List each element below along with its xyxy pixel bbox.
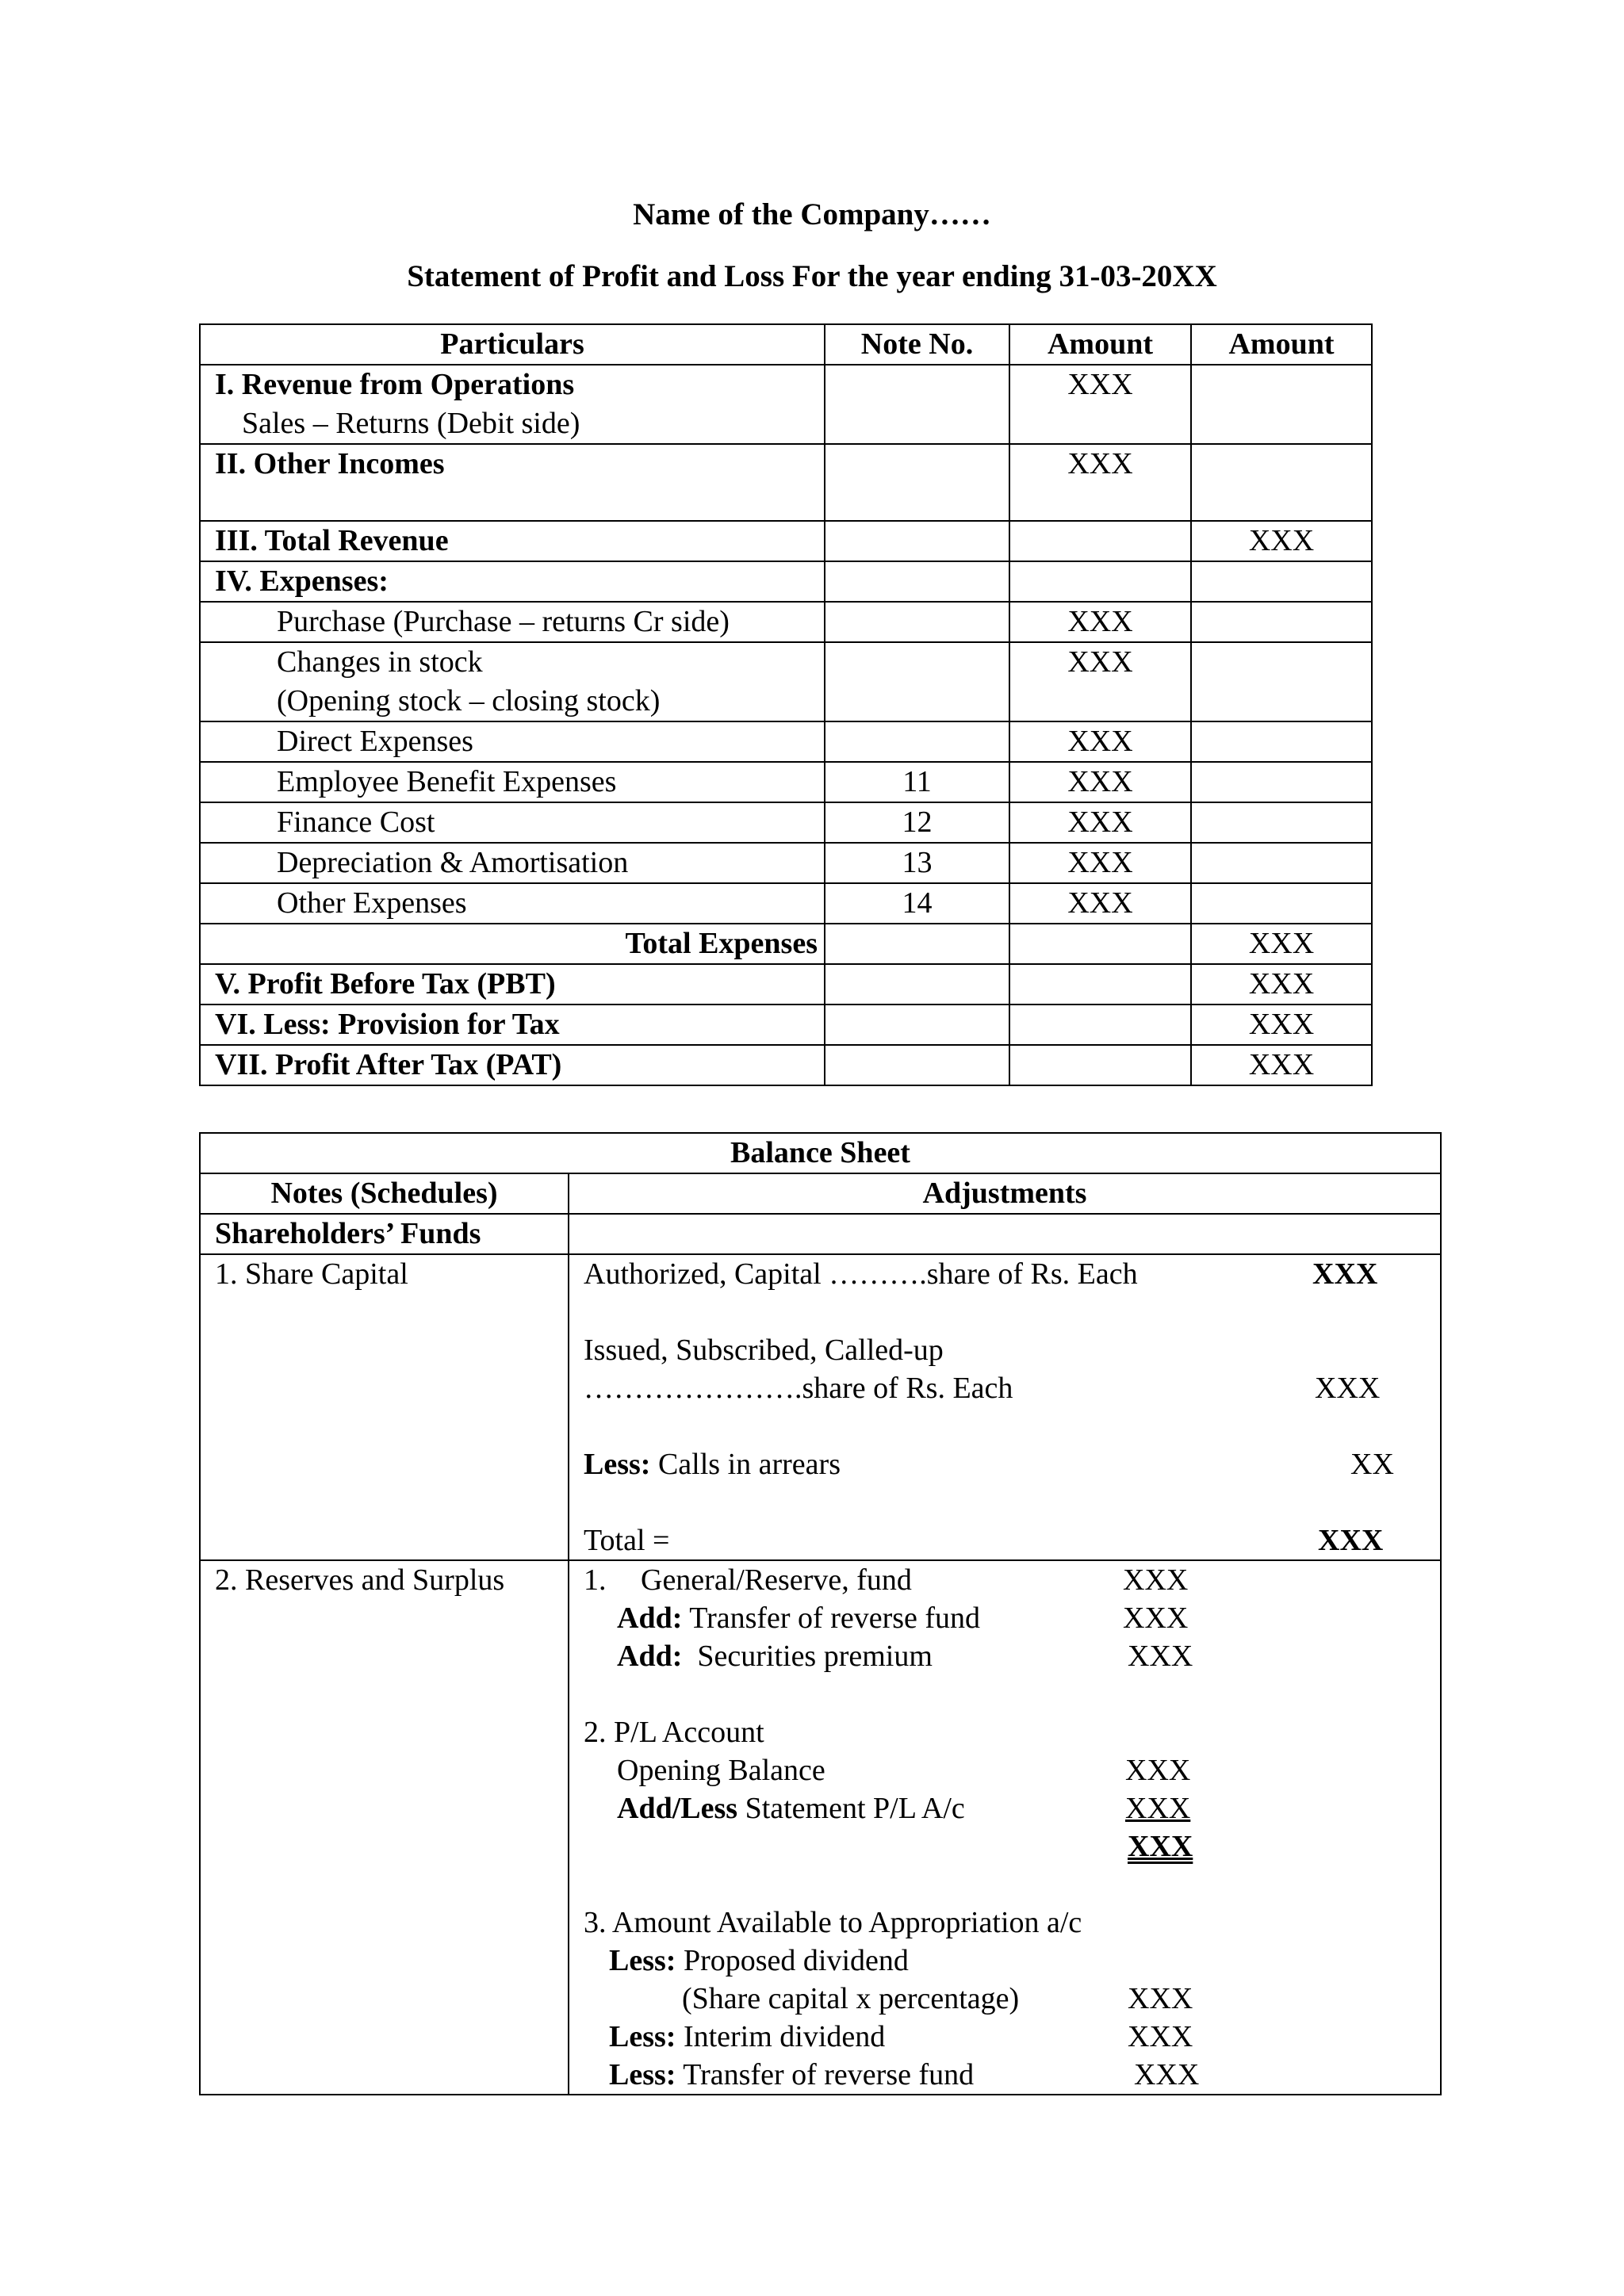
table-row [200,883,1372,924]
table-row [200,721,1372,762]
expenses-heading: IV. Expenses: [200,561,825,602]
authorized-text: Authorized, Capital ……….share of Rs. Each [584,1257,1138,1291]
total-revenue-label: III. Total Revenue [200,521,825,561]
proposed-dividend-text: Proposed dividend [676,1944,909,1977]
authorized-amount: XXX [1312,1257,1378,1291]
note-cell [825,1045,1009,1085]
calls-arrears-amount: XX [1350,1448,1394,1481]
issued-amount: XXX [1315,1372,1381,1405]
header-adjustments: Adjustments [569,1173,1441,1214]
total-cell [1191,602,1372,642]
interim-dividend-text: Interim dividend [676,2020,886,2053]
interim-dividend-amount: XXX [1128,2020,1193,2053]
amount-cell: XXX [1009,721,1191,762]
table-row [200,1045,1372,1085]
amount-cell [1009,521,1191,561]
table-row [200,1560,1441,2095]
total-cell: XXX [1191,521,1372,561]
amount-cell [1009,924,1191,964]
issued-line-2: ………………….share of Rs. Each [584,1372,1013,1405]
table-row [200,964,1372,1004]
amount-cell: XXX [1009,802,1191,843]
amount-cell [1009,964,1191,1004]
amount-cell: XXX [1009,642,1191,721]
note-cell [825,1004,1009,1045]
less-label: Less: [609,2058,676,2091]
transfer-reserve-text: Transfer of reverse fund [682,1601,981,1635]
total-cell [1191,883,1372,924]
employee-label: Employee Benefit Expenses [200,762,825,802]
header-notes: Notes (Schedules) [200,1173,569,1214]
note-cell: 14 [825,883,1009,924]
note-cell [825,444,1009,521]
total-expenses-label: Total Expenses [200,924,825,964]
add-label: Add: [617,1640,683,1673]
balance-sheet-table [199,1132,1442,2095]
total-cell [1191,843,1372,883]
header-amount-total: Amount [1191,324,1372,365]
revenue-sub: Sales – Returns (Debit side) [242,407,580,440]
note-cell [825,365,1009,444]
table-row [200,1004,1372,1045]
opening-balance-text: Opening Balance [617,1754,825,1787]
adjustment-cell [569,1254,1441,1560]
total-cell [1191,721,1372,762]
note-cell [825,964,1009,1004]
note-cell [825,602,1009,642]
amount-cell: XXX [1009,365,1191,444]
total-cell [1191,802,1372,843]
transfer-reserve-amount: XXX [1123,1601,1189,1635]
less-label: Less: [584,1448,651,1481]
total-cell: XXX [1191,1045,1372,1085]
note-cell: 13 [825,843,1009,883]
header-note-no: Note No. [825,324,1009,365]
table-row [200,444,1372,521]
proposed-dividend-amount: XXX [1128,1982,1193,2015]
amount-cell [1009,1004,1191,1045]
table-row [200,762,1372,802]
table-row [200,802,1372,843]
table-row [200,1214,1441,1254]
total-cell [1191,365,1372,444]
note-cell: 12 [825,802,1009,843]
table-row [200,1254,1441,1560]
transfer-reverse-fund-text: Transfer of reverse fund [676,2058,975,2091]
total-cell [1191,444,1372,521]
statement-pl-text: Statement P/L A/c [737,1792,965,1825]
amount-cell [1009,1045,1191,1085]
total-cell: XXX [1191,924,1372,964]
changes-stock-sub: (Opening stock – closing stock) [277,684,661,718]
less-label: Less: [609,1944,676,1977]
calls-arrears-text: Calls in arrears [650,1448,841,1481]
less-label: Less: [609,2020,676,2053]
issued-line-1: Issued, Subscribed, Called-up [584,1334,944,1367]
row-label [200,642,825,721]
securities-premium-text: Securities premium [682,1640,933,1673]
general-reserve-amount: XXX [1123,1563,1189,1597]
amount-cell: XXX [1009,762,1191,802]
header-amount: Amount [1009,324,1191,365]
pl-account-total: XXX [1128,1830,1193,1863]
securities-premium-amount: XXX [1128,1640,1193,1673]
profit-loss-table [199,323,1373,1086]
purchase-label: Purchase (Purchase – returns Cr side) [200,602,825,642]
depreciation-label: Depreciation & Amortisation [200,843,825,883]
note-cell [825,521,1009,561]
amount-cell: XXX [1009,602,1191,642]
share-capital-total: XXX [1318,1524,1384,1557]
changes-stock-label: Changes in stock [277,645,483,679]
table-row [200,924,1372,964]
add-label: Add: [617,1601,683,1635]
general-reserve-text: General/Reserve, fund [641,1563,912,1597]
total-cell [1191,561,1372,602]
section-shareholders-funds: Shareholders’ Funds [200,1214,569,1254]
statement-title: Statement of Profit and Loss For the year ending 31-03-20XX [407,259,1217,293]
tax-label: VI. Less: Provision for Tax [200,1004,825,1045]
reserves-label: 2. Reserves and Surplus [200,1560,569,2095]
bs-title-row [200,1133,1441,1173]
table-row [200,521,1372,561]
adjustment-cell [569,1214,1441,1254]
amount-available-heading: 3. Amount Available to Appropriation a/c [584,1906,1082,1939]
balance-sheet-title: Balance Sheet [200,1133,1441,1173]
finance-label: Finance Cost [200,802,825,843]
pl-account-heading: 2. P/L Account [584,1716,764,1749]
other-income-label: II. Other Incomes [200,444,825,521]
total-cell: XXX [1191,964,1372,1004]
pat-label: VII. Profit After Tax (PAT) [200,1045,825,1085]
total-cell [1191,762,1372,802]
direct-expenses-label: Direct Expenses [200,721,825,762]
revenue-label: I. Revenue from Operations [215,368,575,401]
share-capital-label: 1. Share Capital [200,1254,569,1560]
total-cell: XXX [1191,1004,1372,1045]
general-reserve-num: 1. [584,1563,607,1597]
note-cell [825,642,1009,721]
other-expenses-label: Other Expenses [200,883,825,924]
add-less-label: Add/Less [617,1792,738,1825]
amount-cell: XXX [1009,883,1191,924]
header-particulars: Particulars [200,324,825,365]
pbt-label: V. Profit Before Tax (PBT) [200,964,825,1004]
table-row [200,642,1372,721]
pl-header-row [200,324,1372,365]
bs-header-row [200,1173,1441,1214]
note-cell [825,561,1009,602]
total-label: Total = [584,1524,670,1557]
table-row [200,365,1372,444]
amount-cell: XXX [1009,843,1191,883]
adjustment-cell [569,1560,1441,2095]
note-cell [825,924,1009,964]
note-cell [825,721,1009,762]
table-row [200,602,1372,642]
amount-cell: XXX [1009,444,1191,521]
table-row [200,843,1372,883]
amount-cell [1009,561,1191,602]
share-capital-percentage-text: (Share capital x percentage) [682,1982,1020,2015]
statement-pl-amount: XXX [1125,1792,1191,1825]
transfer-reverse-fund-amount: XXX [1134,2058,1200,2091]
table-row [200,561,1372,602]
note-cell: 11 [825,762,1009,802]
opening-balance-amount: XXX [1125,1754,1191,1787]
row-label [200,365,825,444]
total-cell [1191,642,1372,721]
company-name: Name of the Company…… [633,197,991,232]
